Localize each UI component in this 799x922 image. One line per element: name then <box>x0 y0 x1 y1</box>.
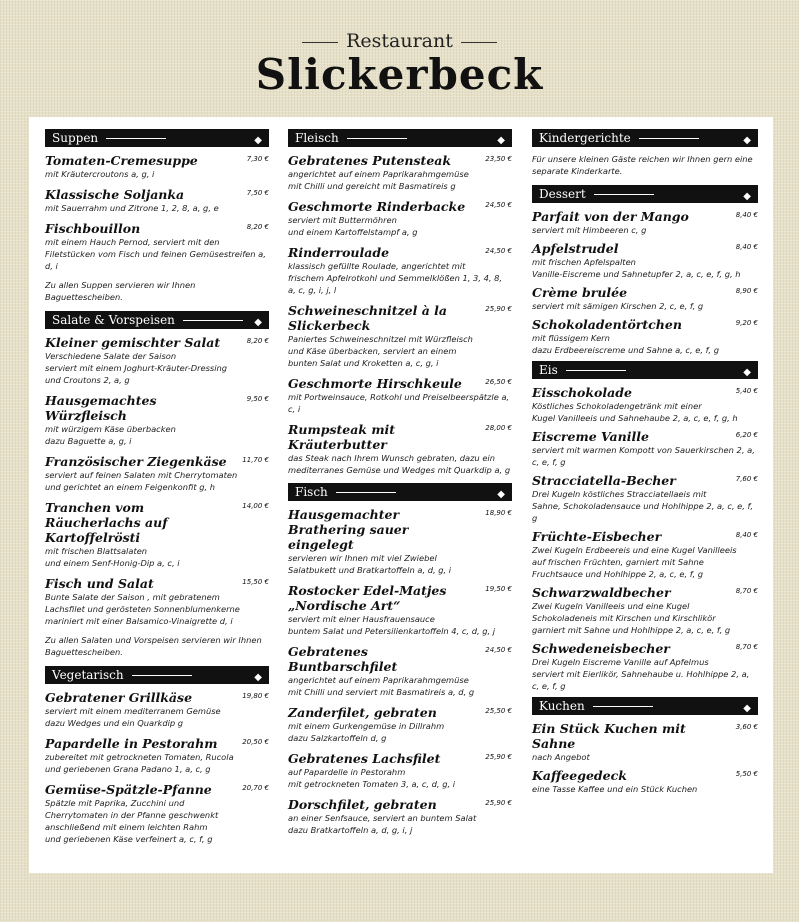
menu-item <box>532 209 758 236</box>
dish-description: Bunte Salate der Saison , mit gebratenem Lachsfilet und gerösteten Sonnenblumenkerne mariniert mit einer Balsamico-Vinaigrette d, i <box>45 592 240 626</box>
section-title: Salate & Vorspeisen <box>52 313 175 327</box>
section-rule <box>566 370 626 371</box>
dish-price: 7,50 € <box>246 189 269 197</box>
dish-price: 9,20 € <box>735 319 758 327</box>
section-title: Kindergerichte <box>539 131 631 145</box>
menu-item <box>45 690 269 729</box>
dish-name: Crème brulée <box>532 285 628 300</box>
section-header <box>45 311 269 329</box>
dish-price: 24,50 € <box>485 247 512 255</box>
dish-description: Drei Kugeln Eiscreme Vanille auf Apfelmus serviert mit Eierlikör, Sahnehaube u. Hohlhippe 2, a, c, e, f, g <box>532 657 750 691</box>
section-title: Fleisch <box>295 131 339 145</box>
menu-item <box>288 422 512 476</box>
dish-price: 8,70 € <box>735 643 758 651</box>
section-note: Für unsere kleinen Gäste reichen wir Ihnen gern eine separate Kinderkarte. <box>532 154 753 176</box>
dish-description: das Steak nach Ihrem Wunsch gebraten, dazu ein mediterranes Gemüse und Wedges mit Quarkdip a, g <box>288 453 511 475</box>
menu-item <box>45 500 269 569</box>
dish-price: 14,00 € <box>242 502 269 510</box>
dish-name: Gebratener Grillkäse <box>45 690 193 705</box>
section-ornament-icon: ◆ <box>743 703 750 714</box>
menu-item <box>45 576 269 627</box>
dish-description: mit Kräutercroutons a, g, i <box>45 169 155 179</box>
dish-name: Zanderfilet, gebraten <box>288 705 437 720</box>
dish-name: Klassische Soljanka <box>45 187 185 202</box>
dish-description: eine Tasse Kaffee und ein Stück Kuchen <box>532 784 698 794</box>
section-rule <box>639 138 699 139</box>
dish-name: Dorschfilet, gebraten <box>288 797 437 812</box>
dish-price: 8,20 € <box>246 223 269 231</box>
dish-description: Zwei Kugeln Erdbeereis und eine Kugel Vanilleeis auf frischen Früchten, garniert mit Sahne Fruchtsauce und Hohlhippe 2, a, c, e, f, g <box>532 545 737 579</box>
dish-name: Gebratenes Lachsfilet <box>288 751 441 766</box>
menu-item <box>45 393 269 447</box>
dish-description: serviert mit Buttermöhren und einem Kartoffelstampf a, g <box>288 215 418 237</box>
dish-price: 8,70 € <box>735 587 758 595</box>
dish-name: Schokoladentörtchen <box>532 317 682 332</box>
dish-price: 15,50 € <box>242 578 269 586</box>
dish-price: 8,40 € <box>735 211 758 219</box>
dish-price: 19,80 € <box>242 692 269 700</box>
section-ornament-icon: ◆ <box>743 135 750 146</box>
dish-name: Schwedeneisbecher <box>532 641 670 656</box>
dish-description: serviert mit warmen Kompott von Sauerkirschen 2, a, c, e, f, g <box>532 445 755 467</box>
menu-item <box>288 583 512 637</box>
section-title: Dessert <box>539 187 586 201</box>
section-header <box>532 185 758 203</box>
dish-description: Paniertes Schweineschnitzel mit Würzfleisch und Käse überbacken, serviert an einem bunten Salat und Kroketten a, c, g, i <box>288 334 473 368</box>
dish-price: 7,30 € <box>246 155 269 163</box>
dish-name: Parfait von der Mango <box>532 209 689 224</box>
menu-item <box>532 385 758 424</box>
section-header <box>45 129 269 147</box>
dish-name: Gebratenes Buntbarschfilet <box>288 644 398 674</box>
menu-column-left <box>45 127 269 852</box>
section-header <box>45 666 269 684</box>
dish-description: angerichtet auf einem Paprikarahmgemüse mit Chilli und serviert mit Basmatireis a, d, g <box>288 675 475 697</box>
dish-name: Kleiner gemischter Salat <box>45 335 221 350</box>
dish-price: 8,40 € <box>735 531 758 539</box>
menu-column-right <box>532 127 758 800</box>
section-header <box>288 129 512 147</box>
dish-price: 3,60 € <box>735 723 758 731</box>
menu-item <box>45 782 269 845</box>
menu-item <box>532 641 758 692</box>
dish-name: Schweineschnitzel à la Slickerbeck <box>288 303 448 333</box>
dish-description: mit frischen Blattsalaten und einem Senf-Honig-Dip a, c, i <box>45 546 180 568</box>
section-header <box>532 361 758 379</box>
dish-description: nach Angebot <box>532 752 590 762</box>
dish-name: Tranchen vom Räucherlachs auf Kartoffelrösti <box>45 500 168 545</box>
header <box>0 0 799 118</box>
dish-price: 9,50 € <box>246 395 269 403</box>
dish-name: Eiscreme Vanille <box>532 429 649 444</box>
dish-name: Rostocker Edel-Matjes „Nordische Art“ <box>288 583 447 613</box>
dish-price: 26,50 € <box>485 378 512 386</box>
dish-price: 25,90 € <box>485 753 512 761</box>
menu-item <box>532 429 758 468</box>
dish-name: Ein Stück Kuchen mit Sahne <box>532 721 686 751</box>
dish-description: serviert auf feinen Salaten mit Cherrytomaten und gerichtet an einem Feigenkonfit g, h <box>45 470 238 492</box>
dish-price: 24,50 € <box>485 646 512 654</box>
menu-item <box>288 303 512 369</box>
dish-description: Drei Kugeln köstliches Stracciatellaeis mit Sahne, Schokoladensauce und Hohlhippe 2, a, c, e, f, g <box>532 489 753 523</box>
menu-item <box>288 705 512 744</box>
menu-item <box>45 221 269 272</box>
dish-description: Spätzle mit Paprika, Zucchini und Cherrytomaten in der Pfanne geschwenkt anschließend mit einem leichten Rahm und geriebenen Käse verfeinert a, c, f, g <box>45 798 219 844</box>
menu-item <box>288 245 512 296</box>
menu-item <box>45 153 269 180</box>
dish-description: mit einem Hauch Pernod, serviert mit den Filetstücken vom Fisch und feinen Gemüsestreifen a, d, i <box>45 237 266 271</box>
menu-column-middle <box>288 127 512 843</box>
dish-price: 7,60 € <box>735 475 758 483</box>
section-note: Zu allen Salaten und Vorspeisen servieren wir Ihnen Baguettescheiben. <box>45 635 262 657</box>
section-ornament-icon: ◆ <box>743 191 750 202</box>
section-ornament-icon: ◆ <box>254 317 261 328</box>
section-ornament-icon: ◆ <box>254 672 261 683</box>
dish-name: Eisschokolade <box>532 385 632 400</box>
dish-price: 5,50 € <box>735 770 758 778</box>
dish-name: Rumpsteak mit Kräuterbutter <box>288 422 396 452</box>
dish-price: 24,50 € <box>485 201 512 209</box>
dish-price: 20,50 € <box>242 738 269 746</box>
restaurant-subtitle: Restaurant <box>0 30 799 52</box>
section-ornament-icon: ◆ <box>497 489 504 500</box>
dish-name: Gemüse-Spätzle-Pfanne <box>45 782 212 797</box>
dish-name: Fisch und Salat <box>45 576 154 591</box>
dish-name: Gebratenes Putensteak <box>288 153 452 168</box>
dish-description: Köstliches Schokoladengetränk mit einer Kugel Vanilleeis und Sahnehaube 2, a, c, e, f, g, h <box>532 401 738 423</box>
dish-description: serviert mit einer Hausfrauensauce buntem Salat und Petersilienkartoffeln 4, c, d, g, j <box>288 614 496 636</box>
section-ornament-icon: ◆ <box>497 135 504 146</box>
dish-price: 25,90 € <box>485 799 512 807</box>
dish-description: mit flüssigem Kern dazu Erdbeereiscreme und Sahne a, c, e, f, g <box>532 333 719 355</box>
dish-description: Zwei Kugeln Vanilleeis und eine Kugel Schokoladeneis mit Kirschen und Kirschlikör garniert mit Sahne und Hohlhippe 2, a, c, e, f, g <box>532 601 731 635</box>
section-rule <box>336 492 396 493</box>
dish-description: angerichtet auf einem Paprikarahmgemüse mit Chilli und gereicht mit Basmatireis g <box>288 169 469 191</box>
section-title: Kuchen <box>539 699 585 713</box>
dish-price: 11,70 € <box>242 456 269 464</box>
dish-price: 25,90 € <box>485 305 512 313</box>
section-rule <box>347 138 407 139</box>
dish-price: 8,40 € <box>735 243 758 251</box>
menu-item <box>288 797 512 836</box>
dish-name: Stracciatella-Becher <box>532 473 676 488</box>
menu-item <box>45 187 269 214</box>
dish-price: 6,20 € <box>735 431 758 439</box>
menu-item <box>288 199 512 238</box>
dish-price: 23,50 € <box>485 155 512 163</box>
dish-name: Hausgemachtes Würzfleisch <box>45 393 157 423</box>
section-title: Fisch <box>295 485 328 499</box>
menu-item <box>288 507 512 576</box>
section-rule <box>183 320 243 321</box>
menu-item <box>532 721 758 763</box>
section-note: Zu allen Suppen servieren wir Ihnen Baguettescheiben. <box>45 280 196 302</box>
section-rule <box>106 138 166 139</box>
dish-description: mit Sauerrahm und Zitrone 1, 2, 8, a, g, e <box>45 203 219 213</box>
section-ornament-icon: ◆ <box>743 367 750 378</box>
section-rule <box>594 194 654 195</box>
menu-item <box>288 751 512 790</box>
section-rule <box>132 675 192 676</box>
dish-name: Hausgemachter Brathering sauer eingelegt <box>288 507 409 552</box>
section-rule <box>593 706 653 707</box>
dish-price: 19,50 € <box>485 585 512 593</box>
dish-description: servieren wir Ihnen mit viel Zwiebel Salatbukett und Bratkartoffeln a, d, g, i <box>288 553 452 575</box>
section-title: Eis <box>539 363 558 377</box>
dish-description: klassisch gefüllte Roulade, angerichtet mit frischem Apfelrotkohl und Semmelklößen 1, 3, 4, 8, a, c, g, i, j, l <box>288 261 503 295</box>
dish-description: mit einem Gurkengemüse in Dillrahm dazu Salzkartoffeln d, g <box>288 721 445 743</box>
menu-item <box>288 644 512 698</box>
dish-price: 5,40 € <box>735 387 758 395</box>
dish-description: auf Papardelle in Pestorahm mit getrockneten Tomaten 3, a, c, d, g, i <box>288 767 456 789</box>
menu-item <box>532 585 758 636</box>
dish-name: Rinderroulade <box>288 245 390 260</box>
dish-price: 8,20 € <box>246 337 269 345</box>
menu-item <box>532 529 758 580</box>
dish-price: 18,90 € <box>485 509 512 517</box>
dish-price: 20,70 € <box>242 784 269 792</box>
dish-description: serviert mit sämigen Kirschen 2, c, e, f, g <box>532 301 704 311</box>
menu-item <box>288 376 512 415</box>
menu-item <box>532 241 758 280</box>
dish-name: Apfelstrudel <box>532 241 619 256</box>
dish-description: Verschiedene Salate der Saison serviert mit einem Joghurt-Kräuter-Dressing und Croutons 2, a, g <box>45 351 228 385</box>
menu-item <box>532 768 758 795</box>
menu-item <box>45 335 269 386</box>
dish-name: Kaffeegedeck <box>532 768 627 783</box>
dish-name: Geschmorte Hirschkeule <box>288 376 462 391</box>
section-header <box>288 483 512 501</box>
dish-price: 25,50 € <box>485 707 512 715</box>
restaurant-title: Slickerbeck <box>255 50 544 99</box>
dish-description: mit Portweinsauce, Rotkohl und Preiselbeerspätzle a, c, i <box>288 392 510 414</box>
dish-name: Früchte-Eisbecher <box>532 529 662 544</box>
menu-item <box>532 317 758 356</box>
menu-item <box>532 285 758 312</box>
dish-name: Schwarzwaldbecher <box>532 585 671 600</box>
section-title: Suppen <box>52 131 99 145</box>
menu-item <box>532 473 758 524</box>
dish-price: 8,90 € <box>735 287 758 295</box>
dish-description: serviert mit einem mediterranem Gemüse dazu Wedges und ein Quarkdip g <box>45 706 221 728</box>
dish-name: Tomaten-Cremesuppe <box>45 153 198 168</box>
section-header <box>532 697 758 715</box>
section-header <box>532 129 758 147</box>
dish-description: an einer Senfsauce, serviert an buntem Salat dazu Bratkartoffeln a, d, g, i, j <box>288 813 477 835</box>
dish-name: Geschmorte Rinderbacke <box>288 199 466 214</box>
dish-price: 28,00 € <box>485 424 512 432</box>
dish-description: mit würzigem Käse überbacken dazu Baguette a, g, i <box>45 424 176 446</box>
dish-description: mit frischen Apfelspalten Vanille-Eiscreme und Sahnetupfer 2, a, c, e, f, g, h <box>532 257 741 279</box>
dish-name: Fischbouillon <box>45 221 141 236</box>
section-title: Vegetarisch <box>52 668 124 682</box>
dish-description: zubereitet mit getrockneten Tomaten, Rucola und geriebenen Grana Padano 1, a, c, g <box>45 752 234 774</box>
dish-description: serviert mit Himbeeren c, g <box>532 225 647 235</box>
dish-name: Papardelle in Pestorahm <box>45 736 218 751</box>
menu-item <box>288 153 512 192</box>
menu-item <box>45 454 269 493</box>
menu-paper <box>29 117 773 873</box>
dish-name: Französischer Ziegenkäse <box>45 454 227 469</box>
menu-item <box>45 736 269 775</box>
section-ornament-icon: ◆ <box>254 135 261 146</box>
